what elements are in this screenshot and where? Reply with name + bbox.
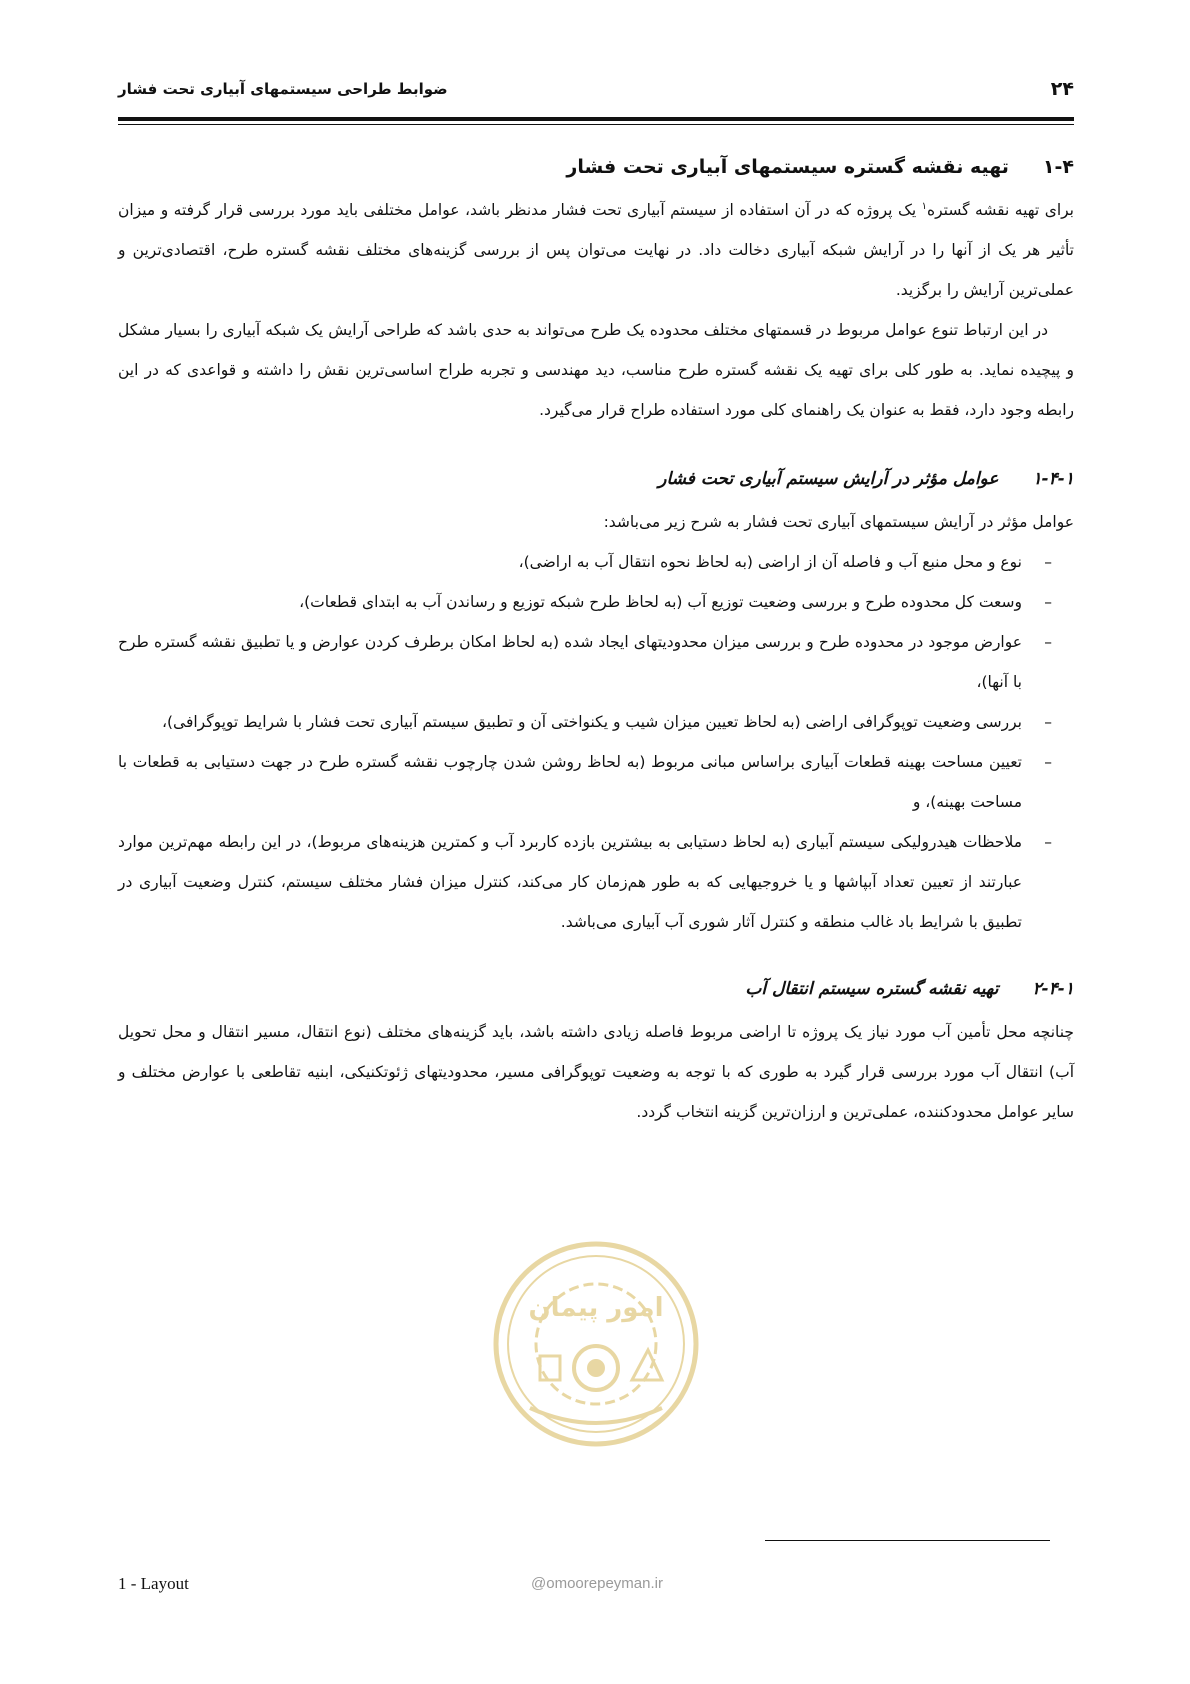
- watermark-seal-icon: [496, 1244, 696, 1444]
- subsection-heading-1: [118, 462, 1074, 502]
- list-bullet: –: [1044, 593, 1052, 611]
- watermark-logo-text: امور پیمان: [528, 1293, 664, 1323]
- list-item: [118, 822, 1074, 942]
- subsection-number: ۱-۴-۱: [1032, 469, 1074, 489]
- watermark-url-text: omoorepeyman.ir: [546, 1575, 663, 1592]
- paragraph-3: چنانچه محل تأمین آب مورد نیاز یک پروژه تا اراضی مربوط فاصله زیادی داشته باشد، باید گزینه‌های مختلف (نوع انتقال، مسیر انتقال و محل تحویل آب) انتقال آب مورد بررسی قرار گیرد به طوری که با توجه به وضعیت توپوگرافی مسیر، محدودیتهای ژئوتکنیکی، ابنیه تقاطعی با عوارض مختلف و سایر عوامل محدودکننده، عملی‌ترین و ارزان‌ترین گزینه انتخاب گردد.: [118, 1023, 1074, 1121]
- factors-list: [118, 542, 1074, 942]
- footnote-rule: [765, 1540, 1050, 1541]
- list-intro: عوامل مؤثر در آرایش سیستمهای آبیاری تحت فشار به شرح زیر می‌باشد:: [603, 513, 1074, 531]
- list-bullet: –: [1044, 633, 1052, 651]
- main-content: [118, 150, 1074, 1132]
- page-number: ۲۴: [1050, 78, 1074, 100]
- paragraph-2: در این ارتباط تنوع عوامل مربوط در قسمتهای مختلف محدوده یک طرح می‌تواند به حدی باشد که طراحی آرایش یک شبکه آبیاری را بسیار مشکل و پیچیده نماید. به طور کلی برای تهیه یک نقشه گستره طرح مناسب، دید مهندسی و تجربه طراح اساسی‌ترین نقش را داشته و قواعدی که در این رابطه وجود دارد، فقط به عنوان یک راهنمای کلی مورد استفاده طراح قرار می‌گیرد.: [118, 321, 1074, 419]
- paragraph-1-rest: یک پروژه که در آن استفاده از سیستم آبیاری تحت فشار مدنظر باشد، عوامل مختلفی باید مورد بررسی قرار گرفته و میزان تأثیر هر یک از آنها را در آرایش شبکه آبیاری دخالت داد. در نهایت می‌توان پس از بررسی گزینه‌های مختلف نقشه گستره طرح، اقتصادی‌ترین و عملی‌ترین آرایش را برگزید.: [118, 201, 1074, 299]
- footnote: 1 - Layout: [118, 1574, 189, 1593]
- list-bullet: –: [1044, 713, 1052, 731]
- list-item-text: ملاحظات هیدرولیکی سیستم آبیاری (به لحاظ دستیابی به بیشترین بازده کاربرد آب و کمترین هزینه‌های مربوط)، در این رابطه مهم‌ترین موارد عبارتند از تعیین تعداد آبپاشها و یا خروجیهایی که به طور هم‌زمان کار می‌کند، کنترل میزان فشار مختلف سیستم، کنترل وضعیت آبیاری در تطبیق با شرایط باد غالب منطقه و کنترل آثار شوری آب آبیاری می‌باشد.: [118, 833, 1022, 931]
- subsection-heading-2: [118, 972, 1074, 1012]
- subsection-title: تهیه نقشه گستره سیستم انتقال آب: [745, 979, 999, 999]
- section-title: تهیه نقشه گستره سیستمهای آبیاری تحت فشار: [566, 156, 1009, 178]
- subsection-number: ۲-۴-۱: [1032, 979, 1074, 999]
- paragraph-1: [118, 190, 1074, 310]
- list-item: [118, 702, 1074, 742]
- list-item-text: تعیین مساحت بهینه قطعات آبیاری براساس مبانی مربوط (به لحاظ روشن شدن چارچوب نقشه گستره طرح در جهت دستیابی به قطعات با مساحت بهینه)، و: [118, 753, 1022, 811]
- list-item-text: نوع و محل منبع آب و فاصله آن از اراضی (به لحاظ نحوه انتقال آب به اراضی)،: [518, 553, 1022, 571]
- section-heading-main: [118, 150, 1074, 190]
- page-header: [118, 78, 1074, 108]
- running-title: ضوابط طراحی سیستمهای آبیاری تحت فشار: [118, 80, 448, 98]
- list-item-text: وسعت کل محدوده طرح و بررسی وضعیت توزیع آب (به لحاظ طرح شبکه توزیع و رساندن آب به ابتدای قطعات)،: [299, 593, 1022, 611]
- section-number: ۱-۴: [1042, 156, 1074, 178]
- list-item-text: بررسی وضعیت توپوگرافی اراضی (به لحاظ تعیین میزان شیب و یکنواختی آن و تطبیق سیستم آبیاری تحت فشار با شرایط توپوگرافی)،: [161, 713, 1022, 731]
- at-icon: @: [531, 1575, 547, 1592]
- list-item: [118, 582, 1074, 622]
- header-rule-thick: [118, 117, 1074, 121]
- watermark-logo: [490, 1238, 702, 1450]
- list-item: [118, 542, 1074, 582]
- list-item: [118, 622, 1074, 702]
- subsection-title: عوامل مؤثر در آرایش سیستم آبیاری تحت فشار: [658, 469, 999, 489]
- list-bullet: –: [1044, 833, 1052, 851]
- header-rule-thin: [118, 124, 1074, 125]
- list-bullet: –: [1044, 753, 1052, 771]
- footnote-marker: ۱: [921, 200, 927, 212]
- paragraph-1-start: برای تهیه نقشه گستره: [926, 201, 1074, 219]
- list-item-text: عوارض موجود در محدوده طرح و بررسی میزان محدودیتهای ایجاد شده (به لحاظ امکان برطرف کردن عوارض و یا تطبیق نقشه گستره طرح با آنها)،: [118, 633, 1022, 691]
- list-item: [118, 742, 1074, 822]
- watermark-url: [497, 1575, 697, 1592]
- list-bullet: –: [1044, 553, 1052, 571]
